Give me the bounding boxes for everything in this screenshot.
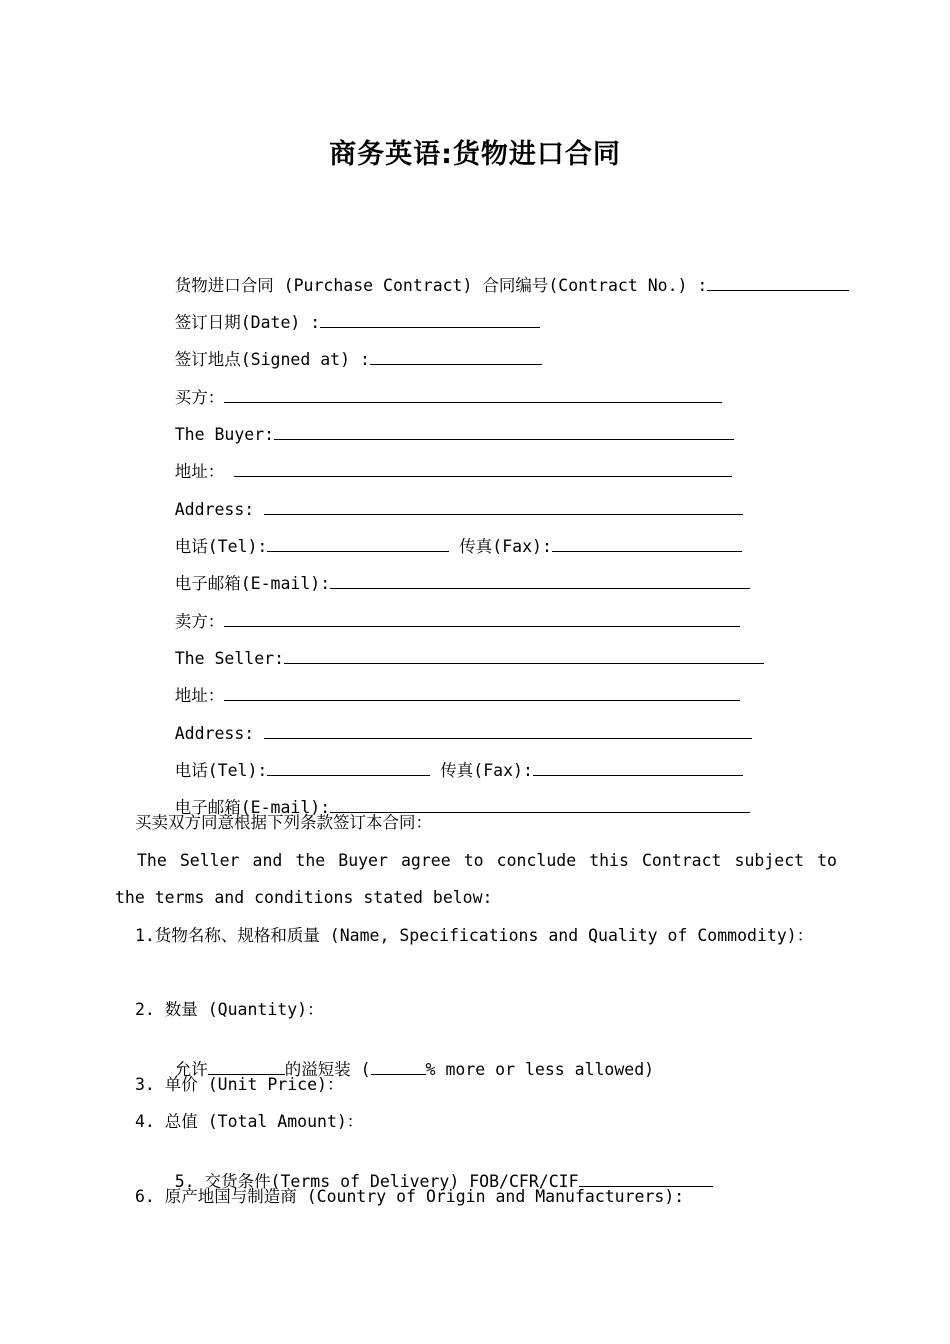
contract-number-label: 货物进口合同 (Purchase Contract) 合同编号(Contract No.) : (174, 276, 708, 295)
buyer-address-cn-label: 地址： (174, 462, 235, 481)
contract-number-field[interactable] (707, 276, 849, 291)
document-title: 商务英语:货物进口合同 (329, 139, 621, 170)
seller-address-en-label: Address: (174, 724, 265, 743)
seller-fax-field[interactable] (533, 761, 743, 776)
buyer-tel-label: 电话(Tel): (174, 537, 268, 556)
seller-fax-label: 传真(Fax): (430, 761, 533, 780)
seller-address-cn-field[interactable] (224, 686, 740, 701)
seller-cn-label: 卖方： (174, 612, 225, 631)
signed-at-label: 签订地点(Signed at) : (174, 350, 370, 369)
seller-en-label: The Seller: (174, 649, 285, 668)
buyer-email-field[interactable] (330, 574, 750, 589)
item-5-delivery-label: 5. 交货条件(Terms of Delivery) FOB/CFR/CIF (174, 1172, 579, 1191)
seller-tel-field[interactable] (267, 761, 430, 776)
item-3-unit-price: 3. 单价 (Unit Price)： (135, 1075, 344, 1094)
buyer-address-en-label: Address: (174, 500, 265, 519)
seller-address-cn-label: 地址： (174, 686, 225, 705)
date-field[interactable] (320, 313, 540, 328)
buyer-en-label: The Buyer: (174, 425, 275, 444)
seller-cn-field[interactable] (224, 612, 740, 627)
allowance-percent-field[interactable] (371, 1060, 426, 1075)
agreement-cn: 买卖双方同意根据下列条款签订本合同： (135, 813, 432, 832)
buyer-fax-label: 传真(Fax): (449, 537, 552, 556)
buyer-address-cn-field[interactable] (234, 462, 732, 477)
allowance-quantity-field[interactable] (208, 1060, 285, 1075)
buyer-tel-field[interactable] (267, 537, 449, 552)
item-1-commodity: 1.货物名称、规格和质量 (Name, Specifications and Quality of Commodity)： (135, 926, 814, 945)
buyer-fax-field[interactable] (552, 537, 742, 552)
seller-en-field[interactable] (284, 649, 764, 664)
item-6-origin: 6. 原产地国与制造商 (Country of Origin and Manufacturers): (135, 1187, 685, 1206)
seller-email-label: 电子邮箱(E-mail): (174, 798, 331, 817)
allowance-label-a: 允许 (174, 1060, 208, 1079)
buyer-email-label: 电子邮箱(E-mail): (174, 574, 331, 593)
buyer-address-en-field[interactable] (264, 500, 743, 515)
agreement-en: The Seller and the Buyer agree to conclude this Contract subject to the terms and conditions stated below: (115, 851, 837, 907)
buyer-cn-label: 买方： (174, 388, 225, 407)
item-2-quantity: 2. 数量 (Quantity)： (135, 1000, 324, 1019)
signed-at-field[interactable] (370, 350, 542, 365)
seller-address-en-field[interactable] (264, 724, 752, 739)
item-4-total-amount: 4. 总值 (Total Amount)： (135, 1112, 364, 1131)
date-label: 签订日期(Date) : (174, 313, 321, 332)
seller-tel-label: 电话(Tel): (174, 761, 268, 780)
delivery-terms-field[interactable] (579, 1172, 713, 1187)
seller-email-field[interactable] (330, 798, 750, 813)
buyer-cn-field[interactable] (224, 388, 722, 403)
allowance-label-c: % more or less allowed) (425, 1060, 655, 1079)
buyer-en-field[interactable] (274, 425, 734, 440)
allowance-label-b: 的溢短装 ( (284, 1060, 371, 1079)
